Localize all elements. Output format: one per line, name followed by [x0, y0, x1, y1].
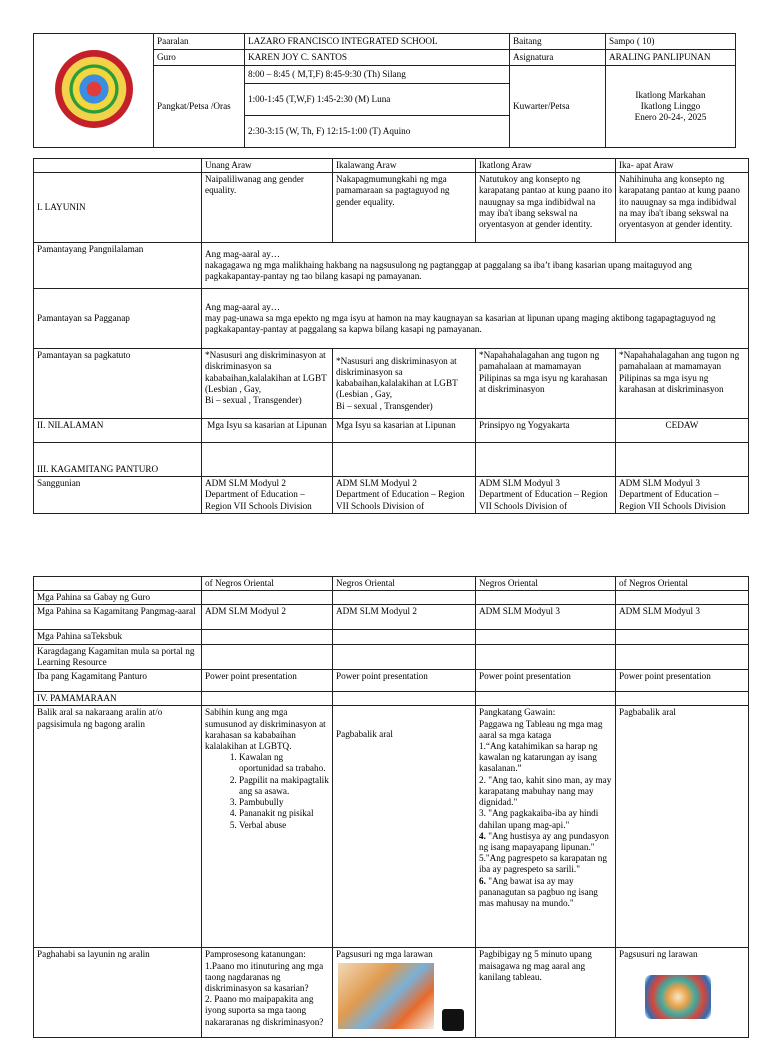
- list-item: 1. Kawalan ng oportunidad sa trabaho.: [239, 752, 329, 774]
- materials-label: III. KAGAMITANG PANTURO: [34, 443, 202, 477]
- reference-cell: ADM SLM Modyul 2 Department of Education – Region VII Schools Division: [202, 477, 333, 514]
- school-name: LAZARO FRANCISCO INTEGRATED SCHOOL: [245, 34, 510, 50]
- blank-cell: [333, 443, 476, 477]
- standard-intro: Ang mag-aaral ay…: [205, 301, 280, 312]
- other-materials-cell: Power point presentation: [616, 670, 749, 692]
- procedure-label: IV. PAMAMARAAN: [34, 692, 202, 706]
- blank-cell: [333, 692, 476, 706]
- list-item: 5. Verbal abuse: [239, 820, 329, 831]
- competency-cell: *Napahahalagahan ang tugon ng pamahalaan at mamamayan Pilipinas sa mga isyu ng karahasan at diskriminasyon: [476, 349, 616, 419]
- learner-material-cell: ADM SLM Modyul 3: [616, 605, 749, 630]
- motive-label: Paghahabi sa layunin ng aralin: [34, 948, 202, 1038]
- photo-group: [336, 961, 472, 1035]
- classroom-photo: [338, 963, 434, 1029]
- list-item: 3. Pambubully: [239, 797, 329, 808]
- content-cell: Prinsipyo ng Yogyakarta: [476, 419, 616, 443]
- hands-circle-photo: [645, 975, 711, 1019]
- objective-cell: Natutukoy ang konsepto ng karapatang pantao at kung paano ito nauugnay sa mga indibidwal na may iba't ibang sekswal na oryentasyon at gender identity.: [476, 173, 616, 243]
- photo-group: [619, 961, 745, 1021]
- objective-cell: Nahihinuha ang konsepto ng karapatang pantao at kung paano ito nauugnay sa mga indibidwal na may iba't ibang sekswal na oryentasyon at gender identity.: [616, 173, 749, 243]
- blank-cell: [616, 443, 749, 477]
- learner-material-cell: ADM SLM Modyul 2: [333, 605, 476, 630]
- learner-material-cell: ADM SLM Modyul 3: [476, 605, 616, 630]
- list-item: 4. "Ang hustisya ay ang pundasyon ng isang mapayapang lipunan.": [479, 830, 609, 852]
- motive-day-1: Pamprosesong katanungan: 1.Paano mo itinuturing ang mga taong nagdaranas ng diskriminasyon sa kasarian? 2. Paano mo maipapakita ang iyong suporta sa mga taong nakararanas ng diskriminasyon?: [202, 948, 333, 1038]
- blank-cell: [202, 443, 333, 477]
- subject-label: Asignatura: [510, 50, 606, 66]
- blank-cell: [333, 644, 476, 669]
- review-day-2: Pagbabalik aral: [333, 706, 476, 948]
- reference-continued: of Negros Oriental: [202, 577, 333, 591]
- list-item: 6. "Ang bawat isa ay may pananagutan sa pagbuo ng isang mas mahusay na mundo.": [479, 875, 598, 909]
- blank-cell: [476, 591, 616, 605]
- list-item: 5."Ang pagrespeto sa karapatan ng iba ay pagrespeto sa sarili.": [479, 853, 607, 875]
- list-item: 1.“Ang katahimikan sa harap ng kawalan ng katarungan ay isang kasalanan.”: [479, 740, 598, 774]
- learner-material-cell: ADM SLM Modyul 2: [202, 605, 333, 630]
- school-label: Paaralan: [154, 34, 245, 50]
- review-label: Balik aral sa nakaraang aralin at/o pagsisimula ng bagong aralin: [34, 706, 202, 948]
- content-label: II. NILALAMAN: [34, 419, 202, 443]
- teacher-guide-label: Mga Pahina sa Gabay ng Guro: [34, 591, 202, 605]
- teacher-name: KAREN JOY C. SANTOS: [245, 50, 510, 66]
- quarter-line: Ikatlong Markahan: [635, 89, 706, 100]
- subject-value: ARALING PANLIPUNAN: [606, 50, 736, 66]
- standard-body: nakagagawa ng mga malikhaing hakbang na nagsusulong ng pagtanggap at paggalang sa iba’t ibang kasarian upang maitaguyod ang pagkakapantay-pantay ng tao bilang kasapi ng pamayanan.: [205, 260, 692, 282]
- blank-cell: [476, 644, 616, 669]
- other-materials-cell: Power point presentation: [202, 670, 333, 692]
- day-header: Ikalawang Araw: [333, 159, 476, 173]
- review-day-1: [202, 706, 333, 948]
- motive-text: Pagsusuri ng larawan: [619, 949, 698, 960]
- schedule-line-3: 2:30-3:15 (W, Th, F) 12:15-1:00 (T) Aquino: [245, 116, 510, 148]
- lesson-plan-table-page-2: [33, 576, 749, 1038]
- objective-cell: Naipaliliwanag ang gender equality.: [202, 173, 333, 243]
- review-intro: Sabihin kung ang mga sumusunod ay diskriminasyon at karahasan sa kababaihan kalalakihan at LGBTQ.: [205, 707, 326, 751]
- content-cell: Mga Isyu sa kasarian at Lipunan: [202, 419, 333, 443]
- list-item: 2. Pagpilit na makipagtalik ang sa asawa.: [239, 775, 329, 797]
- reference-cell: ADM SLM Modyul 2 Department of Education – Region VII Schools Division of: [333, 477, 476, 514]
- learner-material-label: Mga Pahina sa Kagamitang Pangmag-aaral: [34, 605, 202, 630]
- blank-cell: [476, 443, 616, 477]
- blank-cell: [202, 630, 333, 644]
- blank-cell: [333, 630, 476, 644]
- blank-cell: [476, 692, 616, 706]
- motive-day-2: [333, 948, 476, 1038]
- competency-label: Pamantayan sa pagkatuto: [34, 349, 202, 419]
- blank-cell: [202, 591, 333, 605]
- other-materials-label: Iba pang Kagamitang Panturo: [34, 670, 202, 692]
- schedule-line-2: 1:00-1:45 (T,W,F) 1:45-2:30 (M) Luna: [245, 84, 510, 116]
- reference-continued: of Negros Oriental: [616, 577, 749, 591]
- objective-cell: Nakapagmumungkahi ng mga pamamaraan sa pagtaguyod ng gender equality.: [333, 173, 476, 243]
- competency-cell: *Napahahalagahan ang tugon ng pamahalaan at mamamayan Pilipinas sa mga isyu ng karahasan at diskriminasyon: [616, 349, 749, 419]
- header-table: [33, 33, 736, 148]
- references-label: Sanggunian: [34, 477, 202, 514]
- blank-cell: [202, 692, 333, 706]
- objectives-label: I. LAYUNIN: [34, 173, 202, 243]
- content-standard-label: Pamantayang Pangnilalaman: [34, 243, 202, 289]
- review-day-3: [476, 706, 616, 948]
- grade-label: Baitang: [510, 34, 606, 50]
- learning-resource-label: Karagdagang Kagamitan mula sa portal ng Learning Resource: [34, 644, 202, 669]
- schedule-label: Pangkat/Petsa /Oras: [154, 66, 245, 148]
- teacher-label: Guro: [154, 50, 245, 66]
- content-cell: Mga Isyu sa kasarian at Lipunan: [333, 419, 476, 443]
- competency-cell: *Nasusuri ang diskriminasyon at diskriminasyon sa kababaihan,kalalakihan at LGBT (Lesbian , Gay, Bi – sexual , Transgender): [333, 349, 476, 419]
- blank-cell: [616, 644, 749, 669]
- reference-cell: ADM SLM Modyul 3 Department of Education – Region VII Schools Division: [616, 477, 749, 514]
- blank-cell: [476, 630, 616, 644]
- schedule-line-1: 8:00 – 8:45 ( M,T,F) 8:45-9:30 (Th) Silang: [245, 66, 510, 84]
- list-item: 2. "Ang tao, kahit sino man, ay may karapatang mabuhay nang may dignidad.": [479, 774, 612, 808]
- blank-cell: [333, 591, 476, 605]
- quarter-line: Enero 20-24-, 2025: [634, 112, 707, 123]
- quarter-label: Kuwarter/Petsa: [510, 66, 606, 148]
- standard-intro: Ang mag-aaral ay…: [205, 248, 280, 259]
- hands-photo: [442, 1009, 464, 1031]
- blank-cell: [34, 159, 202, 173]
- list-item: 3. "Ang pagkakaiba-iba ay hindi dahilan upang mag-api.": [479, 808, 599, 830]
- content-cell: CEDAW: [616, 419, 749, 443]
- school-seal-logo: [55, 50, 133, 128]
- day-header: Unang Araw: [202, 159, 333, 173]
- reference-continued: Negros Oriental: [333, 577, 476, 591]
- review-intro: Pangkatang Gawain: Paggawa ng Tableau ng mga mag aaral sa mga kataga: [479, 707, 603, 740]
- blank-cell: [202, 644, 333, 669]
- blank-cell: [616, 630, 749, 644]
- grade-value: Sampo ( 10): [606, 34, 736, 50]
- content-standard-text: [202, 243, 749, 289]
- school-logo-cell: [34, 34, 154, 148]
- review-list: [205, 752, 329, 831]
- reference-continued: Negros Oriental: [476, 577, 616, 591]
- other-materials-cell: Power point presentation: [333, 670, 476, 692]
- day-header: Ikatlong Araw: [476, 159, 616, 173]
- performance-standard-label: Pamantayan sa Pagganap: [34, 289, 202, 349]
- motive-text: Pagsusuri ng mga larawan: [336, 949, 433, 960]
- other-materials-cell: Power point presentation: [476, 670, 616, 692]
- blank-cell: [616, 591, 749, 605]
- quarter-line: Ikatlong Linggo: [640, 100, 701, 111]
- motive-day-3: Pagbibigay ng 5 minuto upang maisagawa ng mag aaral ang kanilang tableau.: [476, 948, 616, 1038]
- quarter-value: [606, 66, 736, 148]
- list-item: 4. Pananakit ng pisikal: [239, 808, 329, 819]
- lesson-plan-table: [33, 158, 749, 514]
- reference-cell: ADM SLM Modyul 3 Department of Education – Region VII Schools Division of: [476, 477, 616, 514]
- performance-standard-text: [202, 289, 749, 349]
- textbook-label: Mga Pahina saTeksbuk: [34, 630, 202, 644]
- blank-cell: [34, 577, 202, 591]
- standard-body: may pag-unawa sa mga epekto ng mga isyu at hamon na may kaugnayan sa kasarian at lipunan upang maging aktibong tagapagtaguyod ng pagkakapantay-pantay at paggalang sa kapwa bilang kasapi ng pamayanan.: [205, 313, 716, 335]
- review-day-4: Pagbabalik aral: [616, 706, 749, 948]
- day-header: Ika- apat Araw: [616, 159, 749, 173]
- competency-cell: *Nasusuri ang diskriminasyon at diskriminasyon sa kababaihan,kalalakihan at LGBT (Lesbian , Gay, Bi – sexual , Transgender): [202, 349, 333, 419]
- blank-cell: [616, 692, 749, 706]
- motive-day-4: [616, 948, 749, 1038]
